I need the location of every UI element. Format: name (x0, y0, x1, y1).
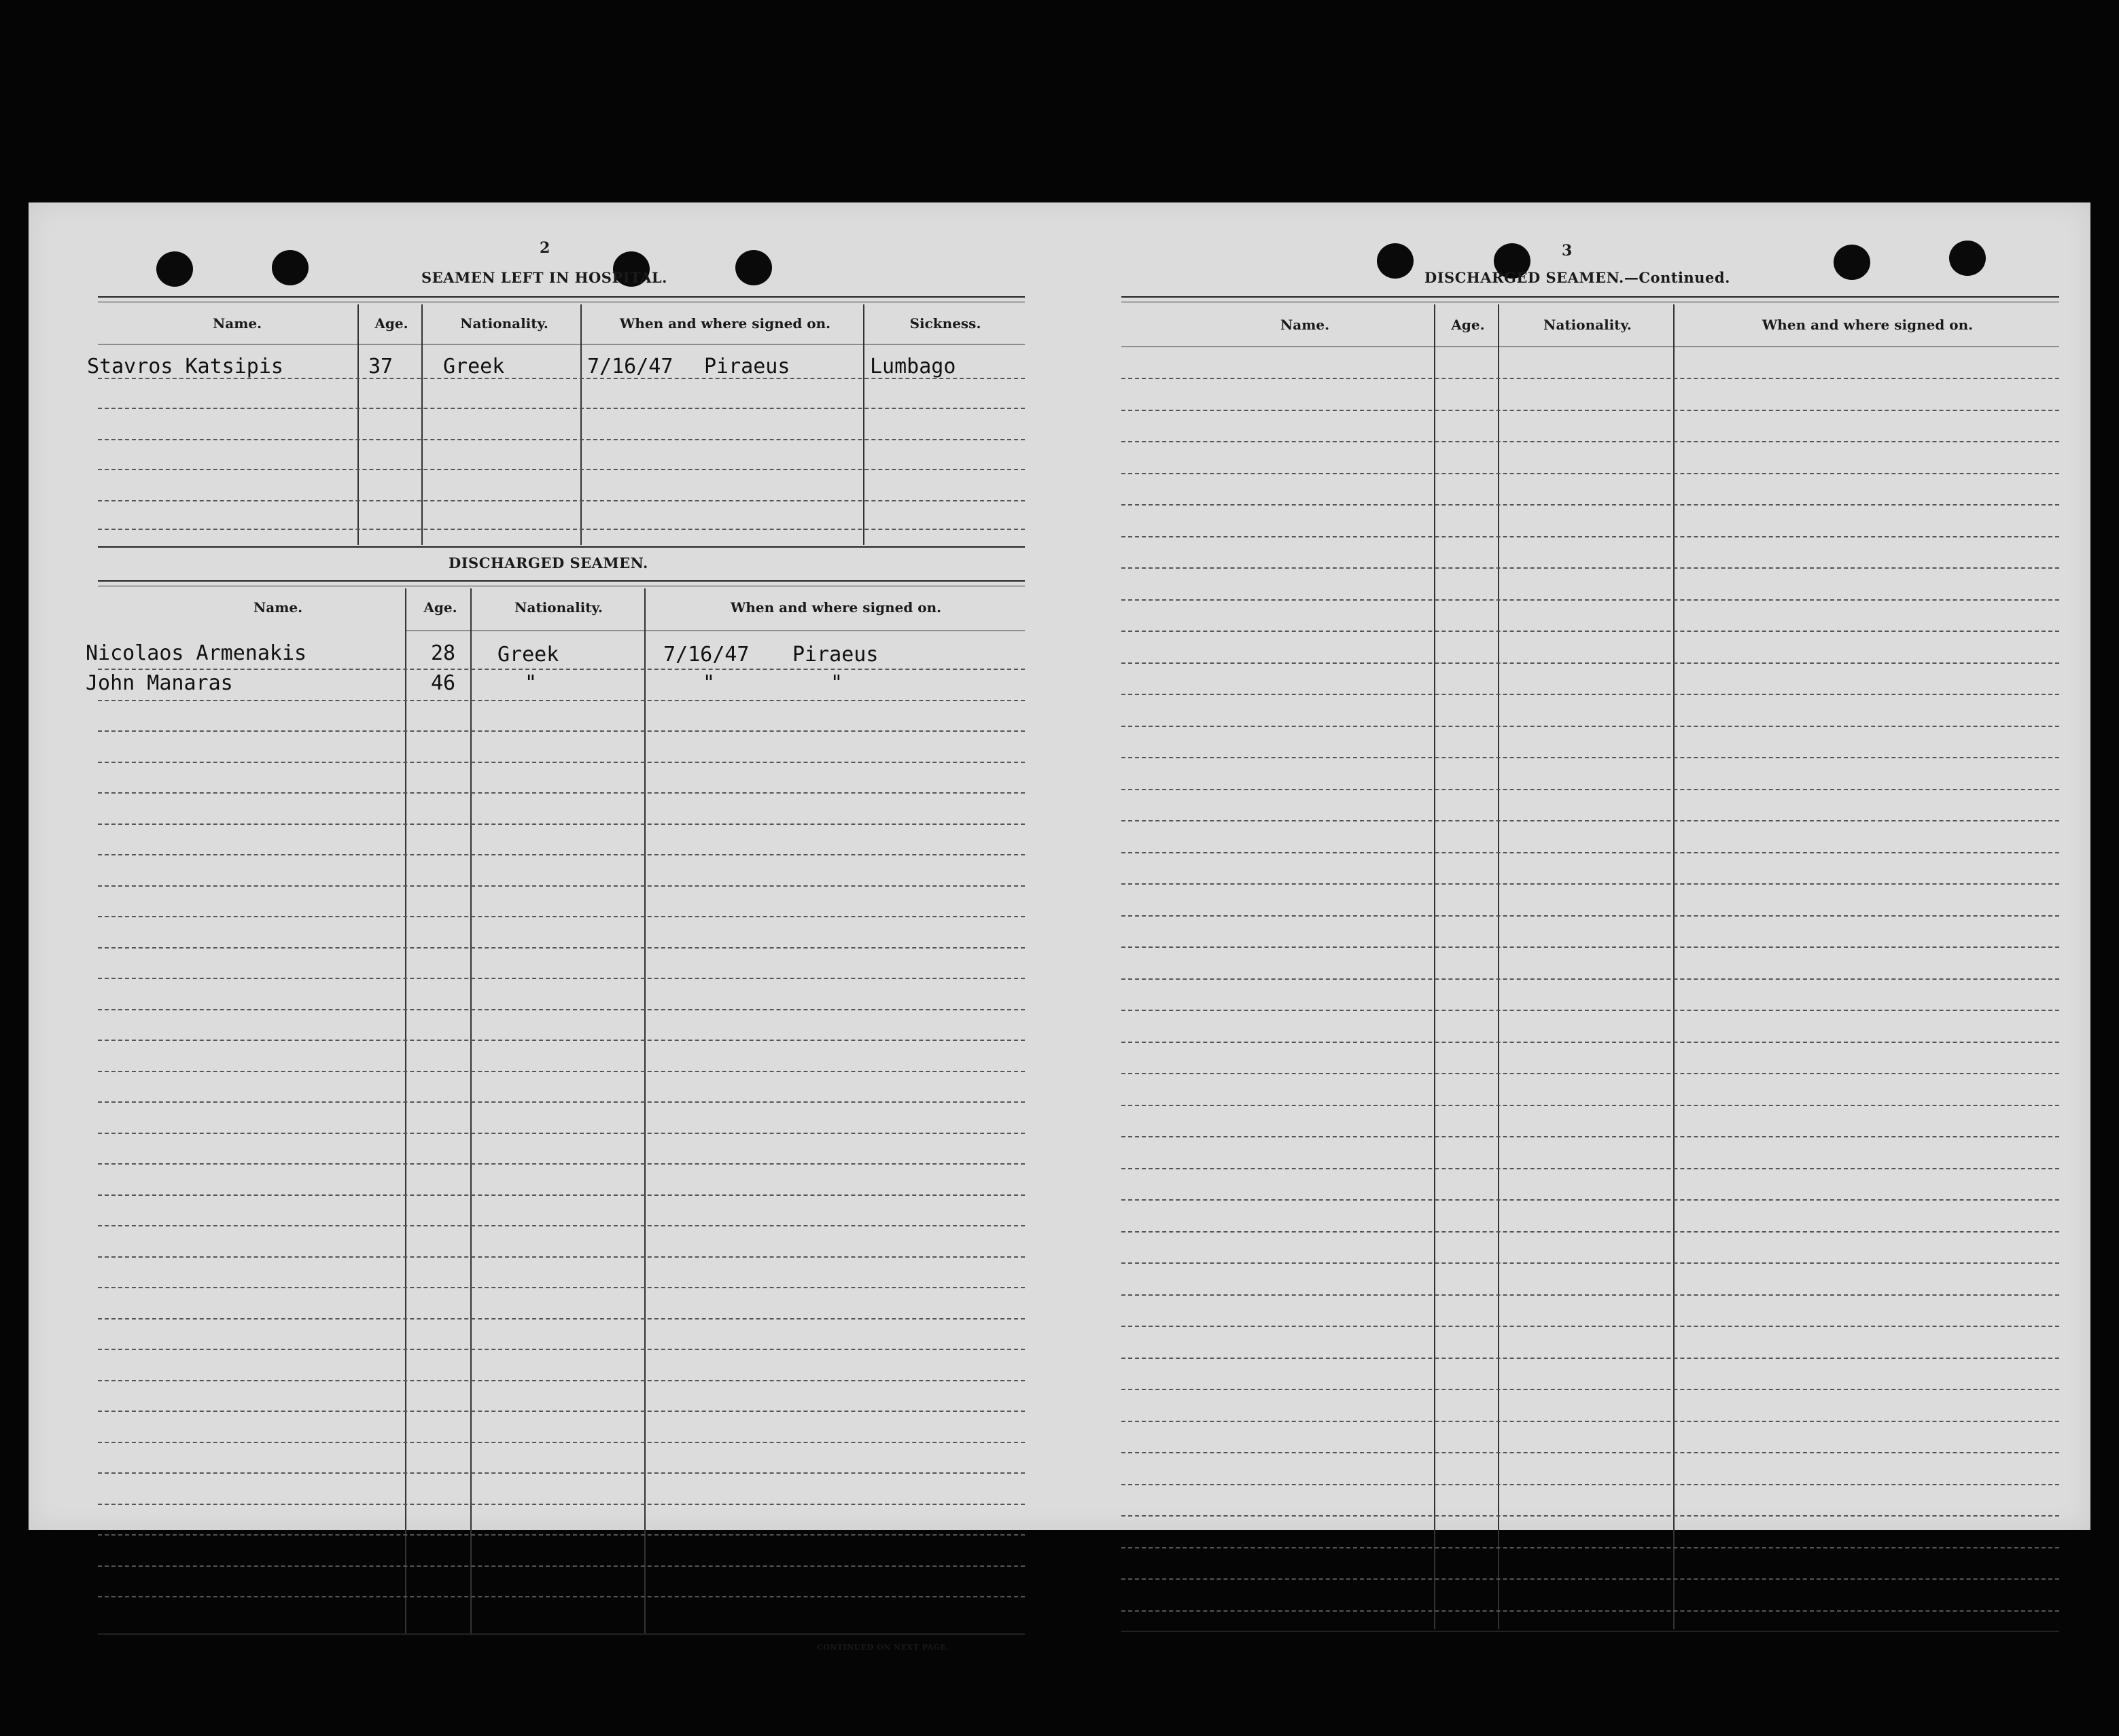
row-line (98, 1071, 1025, 1072)
header-name: Name. (253, 599, 303, 616)
row-line (98, 1009, 1025, 1010)
rule (98, 580, 1025, 582)
punch-hole (1949, 241, 1986, 276)
row-line (1121, 852, 2059, 853)
punch-hole (735, 250, 772, 285)
manifest-sheet (29, 202, 2090, 1652)
discharged-row-place: Piraeus (792, 643, 879, 667)
row-line (1121, 1547, 2059, 1548)
header-age: Age. (1451, 317, 1485, 333)
column-divider (1434, 304, 1435, 1629)
hospital-row-name: Stavros Katsipis (87, 355, 283, 378)
row-line (98, 1225, 1025, 1226)
row-line (98, 1133, 1025, 1134)
row-line (1121, 1421, 2059, 1422)
row-line (1121, 883, 2059, 885)
column-divider (421, 304, 423, 545)
punch-hole (1377, 243, 1414, 279)
row-line (1121, 378, 2059, 379)
hospital-section-title: SEAMEN LEFT IN HOSPITAL. (421, 269, 667, 286)
row-line (1121, 946, 2059, 948)
row-line (1121, 726, 2059, 727)
row-line (1121, 567, 2059, 569)
row-line (1121, 1105, 2059, 1106)
row-line (1121, 1073, 2059, 1074)
row-line (98, 1565, 1025, 1567)
column-divider (863, 304, 864, 545)
row-line (1121, 1389, 2059, 1390)
header-name: Name. (212, 315, 262, 332)
row-line (98, 1163, 1025, 1165)
row-line (1121, 473, 2059, 474)
row-line (98, 1318, 1025, 1319)
column-divider (357, 304, 359, 545)
row-line (98, 762, 1025, 763)
row-line (98, 730, 1025, 732)
row-line (98, 1596, 1025, 1597)
discharged-row-nationality: Greek (497, 643, 559, 667)
rule (98, 296, 1025, 298)
row-line (98, 978, 1025, 979)
row-line (1121, 757, 2059, 758)
header-nationality: Nationality. (514, 599, 603, 616)
row-line (98, 916, 1025, 917)
header-nationality: Nationality. (460, 315, 548, 332)
row-line (98, 1194, 1025, 1196)
discharged-row-name: John Manaras (86, 671, 233, 695)
row-line (1121, 1231, 2059, 1233)
row-line (98, 1380, 1025, 1381)
row-line (98, 947, 1025, 949)
row-line (98, 1349, 1025, 1350)
row-line (98, 1040, 1025, 1041)
row-line (98, 700, 1025, 701)
row-line (1121, 1136, 2059, 1137)
discharged-row-age: 46 (431, 671, 456, 695)
punch-hole (272, 250, 309, 285)
row-line (1121, 978, 2059, 980)
row-line (98, 1256, 1025, 1258)
hospital-row-sickness: Lumbago (870, 355, 956, 378)
row-line (1121, 820, 2059, 821)
rule (1121, 296, 2059, 298)
header-age: Age. (374, 315, 408, 332)
header-when-where: When and where signed on. (1762, 317, 1974, 333)
page-number-right: 3 (1562, 242, 1573, 260)
discharged-row-date: " (703, 671, 716, 695)
row-line (1121, 504, 2059, 506)
row-line (1121, 1610, 2059, 1612)
row-line (1121, 599, 2059, 601)
row-line (98, 1442, 1025, 1443)
row-line (98, 823, 1025, 825)
row-line (98, 854, 1025, 855)
hospital-row-age: 37 (368, 355, 393, 378)
discharged-row-name: Nicolaos Armenakis (86, 641, 307, 665)
row-line (98, 1101, 1025, 1103)
page-number-left: 2 (540, 239, 550, 257)
row-line (98, 792, 1025, 794)
row-line (1121, 1262, 2059, 1264)
row-line (98, 1504, 1025, 1505)
punch-hole (1834, 245, 1870, 280)
hospital-row-place: Piraeus (704, 355, 790, 378)
column-divider (405, 588, 406, 1635)
rule (98, 546, 1025, 548)
header-sickness: Sickness. (909, 315, 981, 332)
row-line (98, 439, 1025, 440)
row-line (1121, 1452, 2059, 1453)
hospital-row-nationality: Greek (443, 355, 505, 378)
row-line (1121, 441, 2059, 442)
row-line (1121, 1358, 2059, 1359)
discharged-row-place: " (830, 671, 843, 695)
row-line (1121, 1168, 2059, 1169)
row-line (1121, 915, 2059, 917)
column-divider (1498, 304, 1499, 1629)
row-line (98, 669, 1025, 670)
punch-hole (156, 251, 193, 287)
row-line (1121, 789, 2059, 790)
row-line (1121, 694, 2059, 695)
row-line (1121, 1578, 2059, 1580)
row-line (1121, 1326, 2059, 1327)
row-line (1121, 1294, 2059, 1296)
row-line (1121, 1515, 2059, 1517)
row-line (1121, 1484, 2059, 1485)
header-nationality: Nationality. (1543, 317, 1632, 333)
column-divider (580, 304, 582, 545)
row-line (98, 1534, 1025, 1536)
row-line (98, 1411, 1025, 1412)
header-when-where: When and where signed on. (619, 315, 831, 332)
column-divider (644, 588, 646, 1635)
header-age: Age. (423, 599, 457, 616)
continued-footer: CONTINUED ON NEXT PAGE. (817, 1643, 949, 1652)
row-line (98, 885, 1025, 887)
discharged-section-title: DISCHARGED SEAMEN. (449, 554, 648, 571)
column-divider (1673, 304, 1675, 1629)
row-line (1121, 536, 2059, 537)
row-line (1121, 631, 2059, 632)
discharged-row-age: 28 (431, 641, 456, 665)
row-line (1121, 1042, 2059, 1043)
row-line (98, 1287, 1025, 1288)
row-line (1121, 662, 2059, 664)
rule (1121, 1631, 2059, 1632)
discharged-continued-title: DISCHARGED SEAMEN.—Continued. (1424, 269, 1730, 286)
row-line (98, 408, 1025, 409)
row-line (98, 469, 1025, 470)
header-name: Name. (1280, 317, 1330, 333)
row-line (1121, 410, 2059, 411)
column-divider (470, 588, 472, 1635)
rule (98, 1633, 1025, 1635)
discharged-row-nationality: " (525, 671, 538, 695)
row-line (1121, 1010, 2059, 1011)
row-line (98, 500, 1025, 501)
hospital-row-date: 7/16/47 (587, 355, 673, 378)
discharged-row-date: 7/16/47 (663, 643, 750, 667)
row-line (98, 529, 1025, 530)
header-when-where: When and where signed on. (730, 599, 942, 616)
row-line (1121, 1199, 2059, 1201)
row-line (98, 1472, 1025, 1474)
